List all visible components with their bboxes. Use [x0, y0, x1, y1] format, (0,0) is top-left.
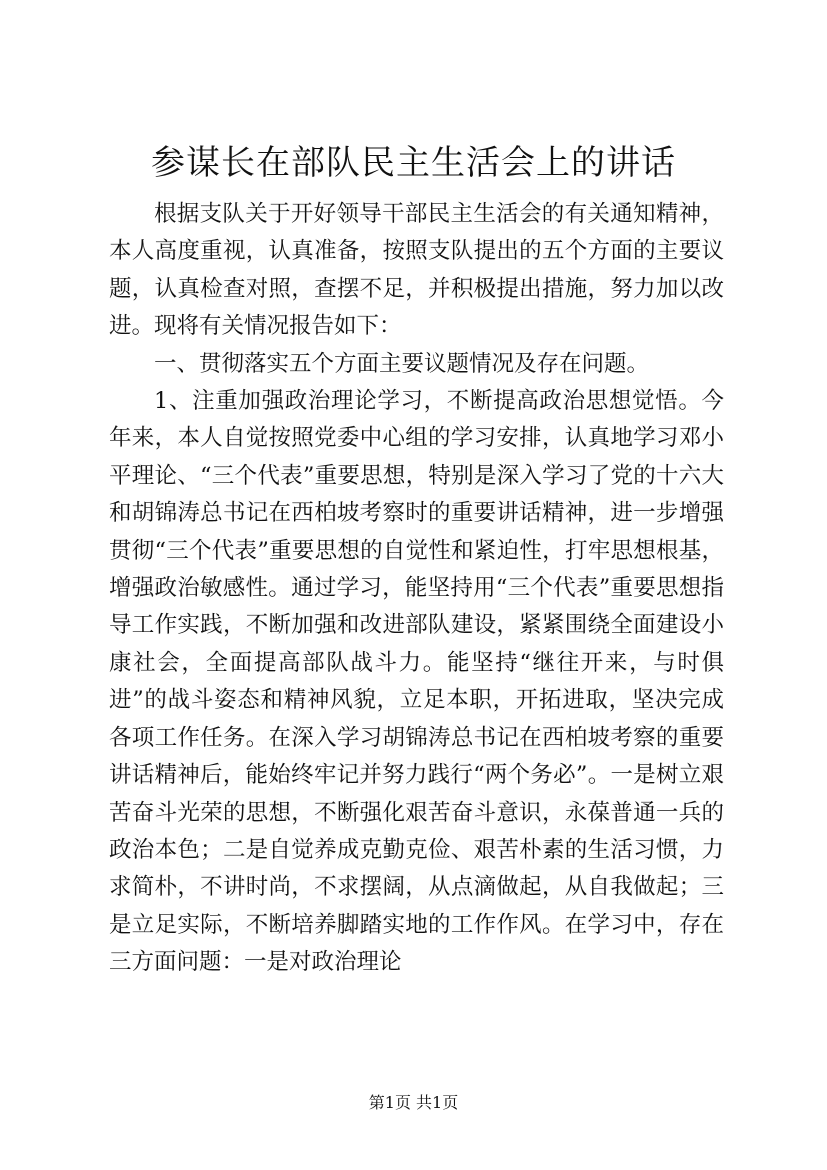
page-footer: 第1页 共1页 — [368, 1093, 459, 1112]
paragraph-section-heading: 一、贯彻落实五个方面主要议题情况及存在问题。 — [154, 350, 650, 377]
document-title: 参谋长在部队民主生活会上的讲话 — [151, 143, 676, 183]
paragraph-intro: 根据支队关于开好领导干部民主生活会的有关通知精神，本人高度重视，认真准备，按照支队提出的五个方面的主要议题，认真检查对照，查摆不足，并积极提出措施，努力加以改进。现将有关情况报告如下： — [109, 201, 724, 340]
paragraph-item-1: 1、注重加强政治理论学习，不断提高政治思想觉悟。今年来，本人自觉按照党委中心组的学习安排，认真地学习邓小平理论、“三个代表”重要思想，特别是深入学习了党的十六大和胡锦涛总书记在西柏坡考察时的重要讲话精神，进一步增强贯彻“三个代表”重要思想的自觉性和紧迫性，打牢思想根基，增强政治敏感性。通过学习，能坚持用“三个代表”重要思想指导工作实践，不断加强和改进部队建设，紧紧围绕全面建设小康社会，全面提高部队战斗力。能坚持“继往开来，与时俱进”的战斗姿态和精神风貌，立足本职，开拓进取，坚决完成各项工作任务。在深入学习胡锦涛总书记在西柏坡考察的重要讲话精神后，能始终牢记并努力践行“两个务必”。一是树立艰苦奋斗光荣的思想，不断强化艰苦奋斗意识，永葆普通一兵的政治本色；二是自觉养成克勤克俭、艰苦朴素的生活习惯，力求简朴，不讲时尚，不求摆阔，从点滴做起，从自我做起；三是立足实际，不断培养脚踏实地的工作作风。在学习中，存在三方面问题：一是对政治理论 — [109, 388, 724, 976]
document-body — [109, 196, 724, 982]
